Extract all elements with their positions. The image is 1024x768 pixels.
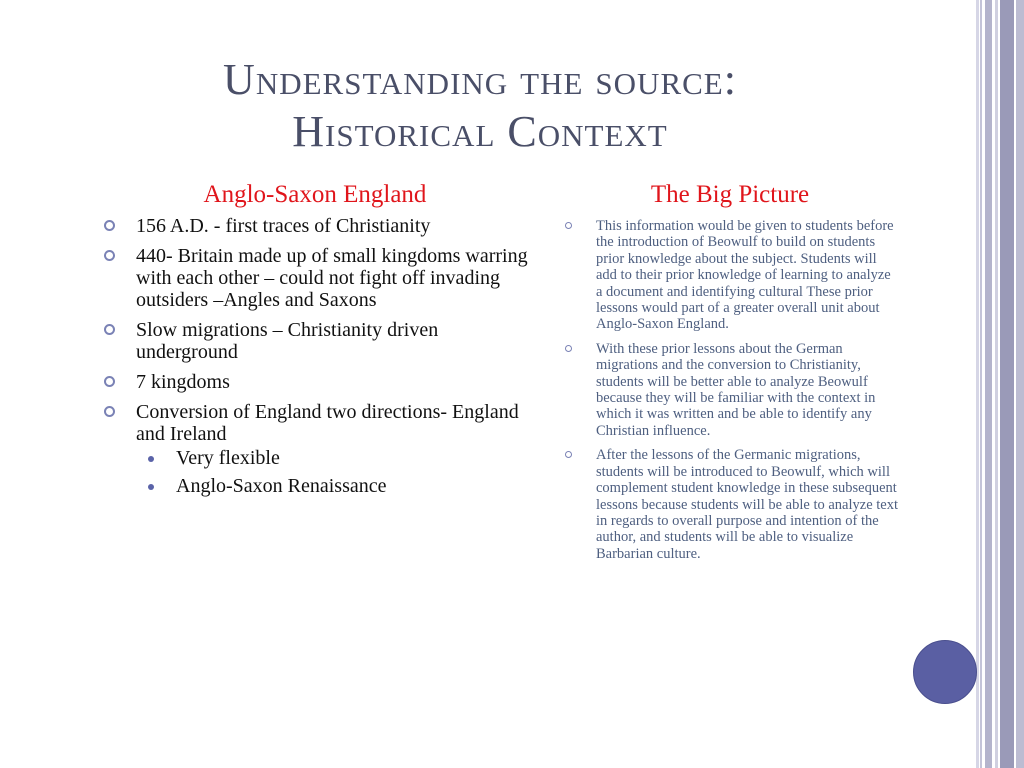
decorative-circle-icon [913, 640, 977, 704]
dot-bullet-icon [148, 484, 154, 490]
sub-list-item [136, 447, 544, 469]
list-item-text: After the lessons of the Germanic migrations, students will be introduced to Beowulf, which will complement student knowledge in these subsequent lessons because students will be able to analyze text in regards to overall purpose and intention of the author, and students will be able to visualize Barbarian culture. [596, 447, 898, 562]
stripe [1000, 0, 1014, 768]
ring-bullet-icon [565, 222, 572, 229]
list-item [565, 341, 900, 439]
ring-bullet-icon [104, 220, 115, 231]
list-item [104, 319, 544, 363]
left-bullet-list [104, 215, 544, 505]
title-line-1: Understanding the source: [223, 55, 737, 104]
stripe [1016, 0, 1024, 768]
sub-list-item [136, 475, 544, 497]
list-item [104, 401, 544, 497]
list-item-text: This information would be given to students before the introduction of Beowulf to build on students prior knowledge about the subject. Students will add to their prior knowledge of learning to analyze a document and identifying cultural These prior lessons would part of a greater overall unit about Anglo-Saxon England. [596, 218, 894, 333]
right-bullet-list [565, 218, 900, 570]
list-item-text: Conversion of England two directions- England and Ireland [136, 401, 519, 445]
list-item [565, 447, 900, 562]
ring-bullet-icon [565, 345, 572, 352]
list-item [565, 218, 900, 333]
sub-list-item-text: Anglo-Saxon Renaissance [176, 475, 387, 497]
list-item [104, 215, 544, 237]
list-item-text: With these prior lessons about the German migrations and the conversion to Christianity, students will be better able to analyze Beowulf because they will be familiar with the context in which it was written and be able to identify any Christian influence. [596, 340, 876, 439]
right-edge-stripes [976, 0, 1024, 768]
ring-bullet-icon [104, 406, 115, 417]
title-line-2: Historical Context [292, 107, 668, 156]
sub-bullet-list [136, 447, 544, 497]
list-item-text: Slow migrations – Christianity driven underground [136, 319, 439, 363]
ring-bullet-icon [104, 250, 115, 261]
list-item-text: 156 A.D. - first traces of Christianity [136, 215, 431, 237]
list-item-text: 7 kingdoms [136, 371, 230, 393]
stripe [985, 0, 992, 768]
dot-bullet-icon [148, 456, 154, 462]
left-column-heading: Anglo-Saxon England [203, 181, 427, 208]
ring-bullet-icon [104, 324, 115, 335]
ring-bullet-icon [565, 451, 572, 458]
list-item [104, 245, 544, 311]
right-column-heading: The Big Picture [650, 181, 810, 208]
stripe [995, 0, 998, 768]
list-item [104, 371, 544, 393]
list-item-text: 440- Britain made up of small kingdoms warring with each other – could not fight off invading outsiders –Angles and Saxons [136, 245, 528, 311]
sub-list-item-text: Very flexible [176, 447, 280, 469]
page-title [60, 54, 900, 158]
stripe [980, 0, 982, 768]
stripe [976, 0, 979, 768]
ring-bullet-icon [104, 376, 115, 387]
